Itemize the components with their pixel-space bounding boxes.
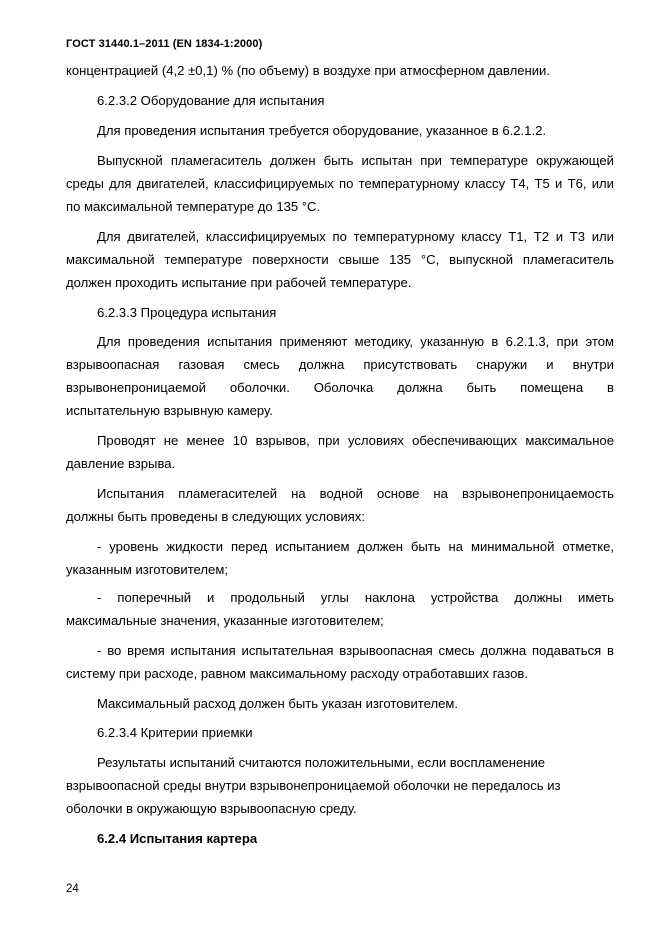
document-header: ГОСТ 31440.1–2011 (EN 1834-1:2000) — [66, 38, 263, 50]
list-item-line: - уровень жидкости перед испытанием должен быть на минимальной отметке, — [97, 539, 614, 554]
text-line: среды для двигателей, классифицируемых по температурному классу Т4, Т5 и Т6, или — [66, 176, 614, 191]
list-item-line: максимальные значения, указанные изготовителем; — [66, 613, 384, 628]
text-line: Проводят не менее 10 взрывов, при условиях обеспечивающих максимальное — [97, 433, 614, 448]
list-item-line: систему при расходе, равном максимальному расходу отработавших газов. — [66, 666, 529, 681]
text-line: давление взрыва. — [66, 456, 176, 471]
list-item-line: - поперечный и продольный углы наклона устройства должны иметь — [97, 590, 614, 605]
text-line: Для двигателей, классифицируемых по температурному классу Т1, Т2 и Т3 или — [97, 229, 614, 244]
list-item-line: - во время испытания испытательная взрывоопасная смесь должна подаваться в — [97, 643, 614, 658]
text-line: испытательную взрывную камеру. — [66, 403, 273, 418]
text-line: должны быть проведены в следующих условиях: — [66, 509, 365, 524]
subsection-heading: 6.2.3.2 Оборудование для испытания — [97, 93, 325, 108]
text-line: Испытания пламегасителей на водной основе на взрывонепроницаемость — [97, 486, 614, 501]
text-line: должен проходить испытание при рабочей температуре. — [66, 275, 412, 290]
text-line: Максимальный расход должен быть указан изготовителем. — [97, 696, 459, 711]
text-line: Для проведения испытания требуется оборудование, указанное в 6.2.1.2. — [97, 123, 547, 138]
text-line: оболочки в окружающую взрывоопасную среду. — [66, 801, 357, 816]
text-line: максимальной температуре поверхности свыше 135 °С, выпускной пламегаситель — [66, 252, 614, 267]
text-line: взрывоопасная газовая смесь должна присутствовать снаружи и внутри — [66, 357, 614, 372]
text-line: по максимальной температуре до 135 °С. — [66, 199, 321, 214]
subsection-heading: 6.2.3.3 Процедура испытания — [97, 305, 277, 320]
text-line: Для проведения испытания применяют методику, указанную в 6.2.1.3, при этом — [97, 334, 614, 349]
section-heading: 6.2.4 Испытания картера — [97, 831, 258, 846]
text-line: взрывонепроницаемой оболочки. Оболочка должна быть помещена в — [66, 380, 614, 395]
page-number: 24 — [66, 883, 79, 895]
list-item-line: указанным изготовителем; — [66, 562, 228, 577]
text-line: Выпускной пламегаситель должен быть испытан при температуре окружающей — [97, 153, 614, 168]
subsection-heading: 6.2.3.4 Критерии приемки — [97, 725, 253, 740]
text-line: концентрацией (4,2 ±0,1) % (по объему) в воздухе при атмосферном давлении. — [66, 63, 551, 78]
text-line: Результаты испытаний считаются положительными, если воспламенение — [97, 755, 546, 770]
text-line: взрывоопасной среды внутри взрывонепроницаемой оболочки не передалось из — [66, 778, 561, 793]
